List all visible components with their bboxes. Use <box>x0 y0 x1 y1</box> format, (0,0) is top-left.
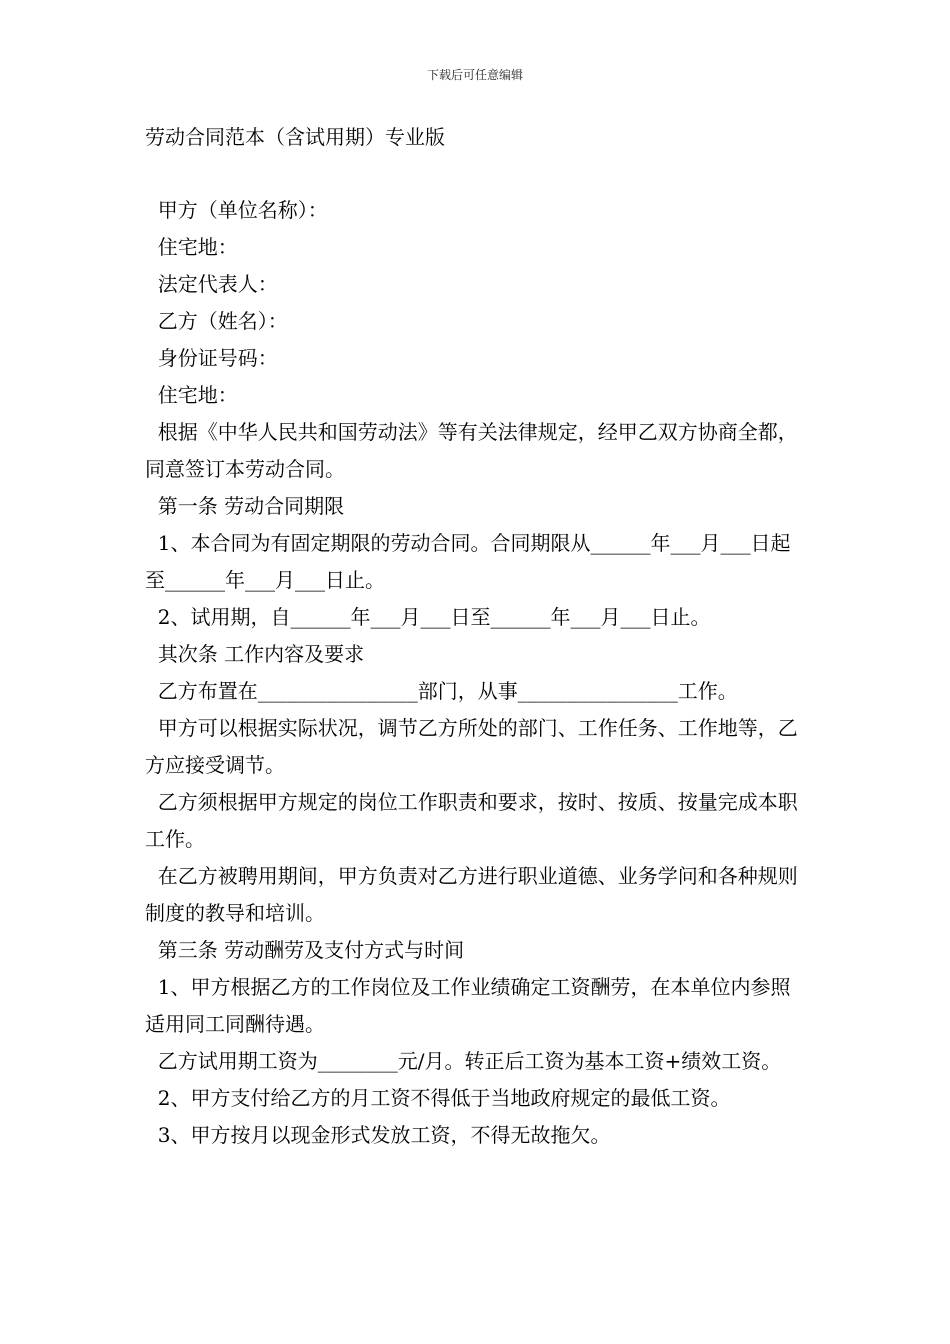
party-b-address-line: 住宅地： <box>145 383 238 407</box>
wage-basis-paragraph: 1、甲方根据乙方的工作岗位及工作业绩确定工资酬劳，在本单位内参照适用同工同酬待遇。 <box>145 975 791 1036</box>
document-title: 劳动合同范本（含试用期）专业版 <box>145 125 445 149</box>
header-note: 下载后可任意编辑 <box>426 68 523 82</box>
party-a-address-line: 住宅地： <box>145 235 238 259</box>
assignment-paragraph: 乙方布置在________________部门，从事________________工作。 <box>145 679 738 703</box>
article-2-heading: 其次条 工作内容及要求 <box>145 642 365 666</box>
adjustment-paragraph: 甲方可以根据实际状况，调节乙方所处的部门、工作任务、工作地等，乙方应接受调节。 <box>145 716 798 777</box>
payment-method-paragraph: 3、甲方按月以现金形式发放工资，不得无故拖欠。 <box>145 1123 611 1147</box>
legal-representative-line: 法定代表人： <box>145 272 278 296</box>
contract-term-paragraph: 1、本合同为有固定期限的劳动合同。合同期限从______年___月___日起至______年___月___日止。 <box>145 531 791 592</box>
party-b-name-line: 乙方（姓名）： <box>145 309 288 333</box>
document-body <box>145 192 810 1154</box>
probation-wage-paragraph: 乙方试用期工资为________元/月。转正后工资为基本工资+绩效工资。 <box>145 1049 782 1073</box>
training-paragraph: 在乙方被聘用期间，甲方负责对乙方进行职业道德、业务学问和各种规则制度的教导和培训。 <box>145 864 798 925</box>
article-3-heading: 第三条 劳动酬劳及支付方式与时间 <box>145 938 465 962</box>
duties-paragraph: 乙方须根据甲方规定的岗位工作职责和要求，按时、按质、按量完成本职工作。 <box>145 790 798 851</box>
probation-period-paragraph: 2、试用期，自______年___月___日至______年___月___日止。 <box>145 605 711 629</box>
minimum-wage-paragraph: 2、甲方支付给乙方的月工资不得低于当地政府规定的最低工资。 <box>145 1086 731 1110</box>
id-number-line: 身份证号码： <box>145 346 278 370</box>
article-1-heading: 第一条 劳动合同期限 <box>145 494 345 518</box>
party-a-name-line: 甲方（单位名称）： <box>145 198 328 222</box>
preamble-paragraph: 根据《中华人民共和国劳动法》等有关法律规定，经甲乙双方协商全都，同意签订本劳动合同。 <box>145 420 798 481</box>
